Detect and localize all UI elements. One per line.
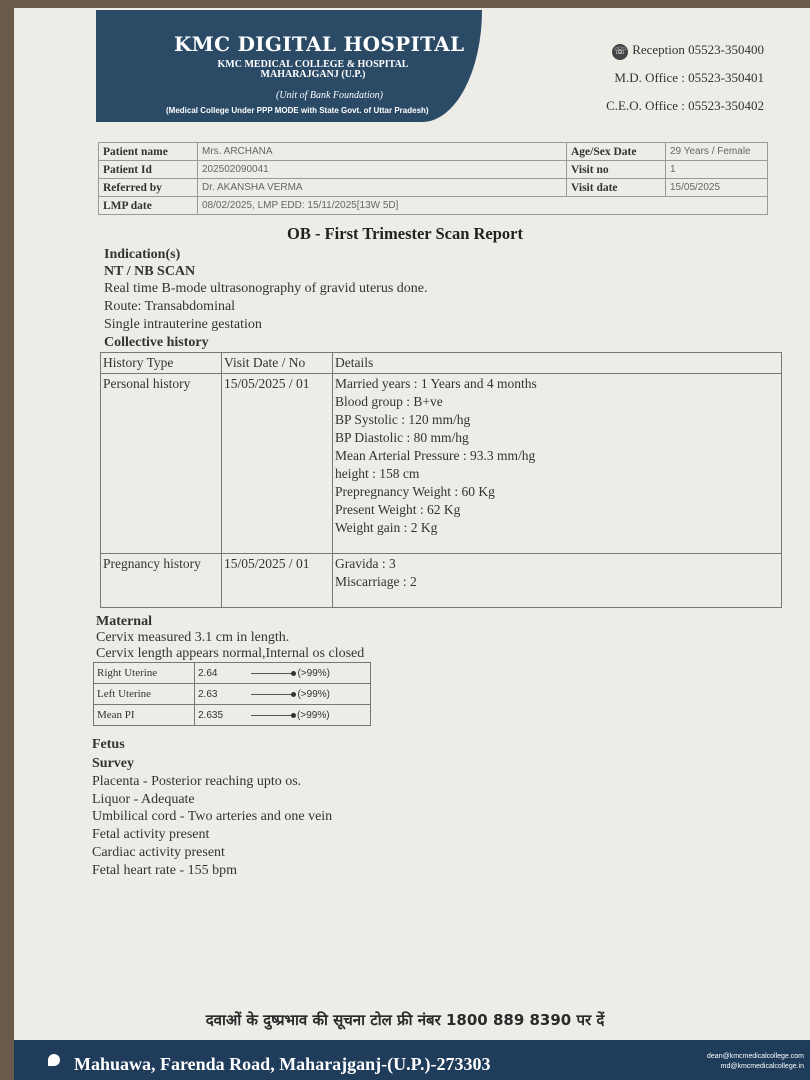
fetus-line: Cardiac activity present [92,845,225,860]
ceo-office-number: C.E.O. Office : 05523-350402 [606,98,764,113]
hospital-subtitle: KMC MEDICAL COLLEGE & HOSPITAL MAHARAJGANJ (U.P.) [217,59,409,80]
indication-type: NT / NB SCAN [104,264,196,279]
referred-by: Dr. AKANSHA VERMA [198,179,567,197]
indication-line: Route: Transabdominal [104,299,236,314]
column-header: History Type [101,353,222,374]
fetus-line: Liquor - Adequate [92,792,195,807]
maternal-heading: Maternal [96,614,152,629]
history-type: Personal history [101,374,222,554]
visit-date-no: 15/05/2025 / 01 [222,374,333,554]
fetus-line: Fetal heart rate - 155 bpm [92,863,238,878]
percentile-bar [251,673,293,674]
history-details: Married years : 1 Years and 4 months Blood group : B+ve BP Systolic : 120 mm/hg BP Diastolic : 80 mm/hg Mean Arterial Pressure : 93.3 mm/hg height : 158 cm Prepregnancy Weight : 60 Kg Present Weight : 62 Kg Weight gain : 2 Kg [333,374,782,554]
table-row: Mean PI 2.635 (>99%) [94,705,371,726]
column-header: Details [333,353,782,374]
patient-info-table [98,142,768,215]
percentile-bar [251,715,293,716]
md-office-number: M.D. Office : 05523-350401 [614,70,764,85]
indication-line: Real time B-mode ultrasonography of gravid uterus done. [104,281,428,296]
table-row [101,554,782,608]
table-row: Patient name Mrs. ARCHANA Age/Sex Date 29 Years / Female [99,143,768,161]
table-row: LMP date 08/02/2025, LMP EDD: 15/11/2025[13W 5D] [99,197,768,215]
hospital-name: KMC DIGITAL HOSPITAL [174,32,465,56]
table-row: Referred by Dr. AKANSHA VERMA Visit date 15/05/2025 [99,179,768,197]
footer-address: Mahuawa, Farenda Road, Maharajganj-(U.P.)-273303 [74,1054,491,1074]
visit-number: 1 [666,161,768,179]
location-icon [48,1054,60,1066]
hospital-unit: (Unit of Bank Foundation) [276,90,383,101]
table-row: Patient Id 202502090041 Visit no 1 [99,161,768,179]
history-type: Pregnancy history [101,554,222,608]
hospital-note: (Medical College Under PPP MODE with State Govt. of Uttar Pradesh) [166,106,429,115]
collective-history-table [100,352,782,608]
hospital-header [96,10,482,122]
percentile-bar [251,694,293,695]
toll-free-notice: दवाओं के दुष्प्रभाव की सूचना टोल फ्री नंबर 1800 889 8390 पर दें [205,1011,605,1029]
maternal-line: Cervix length appears normal,Internal os closed [96,646,365,661]
doppler-pi-table [93,662,371,726]
visit-date: 15/05/2025 [666,179,768,197]
table-row [101,353,782,374]
survey-heading: Survey [92,756,134,771]
column-header: Visit Date / No [222,353,333,374]
footer-emails: dean@kmcmedicalcollege.com md@kmcmedicalcollege.in [707,1053,804,1070]
maternal-line: Cervix measured 3.1 cm in length. [96,630,290,645]
patient-name: Mrs. ARCHANA [198,143,567,161]
fetus-line: Placenta - Posterior reaching upto os. [92,774,302,789]
collective-history-heading: Collective history [104,335,209,350]
fetus-line: Umbilical cord - Two arteries and one vein [92,809,333,824]
visit-date-no: 15/05/2025 / 01 [222,554,333,608]
patient-age-sex: 29 Years / Female [666,143,768,161]
contact-numbers [606,36,764,120]
indication-heading: Indication(s) [104,247,181,262]
footer-bar [14,1040,810,1080]
lmp-date: 08/02/2025, LMP EDD: 15/11/2025[13W 5D] [198,197,768,215]
fetus-line: Fetal activity present [92,827,210,842]
phone-icon: ☏ [612,44,628,60]
fetus-heading: Fetus [92,737,125,752]
table-row: Left Uterine 2.63 (>99%) [94,684,371,705]
indication-line: Single intrauterine gestation [104,317,262,332]
table-row [101,374,782,554]
report-title: OB - First Trimester Scan Report [287,224,523,243]
table-row: Right Uterine 2.64 (>99%) [94,663,371,684]
patient-id: 202502090041 [198,161,567,179]
reception-number: Reception 05523-350400 [632,42,764,57]
history-details: Gravida : 3 Miscarriage : 2 [333,554,782,608]
